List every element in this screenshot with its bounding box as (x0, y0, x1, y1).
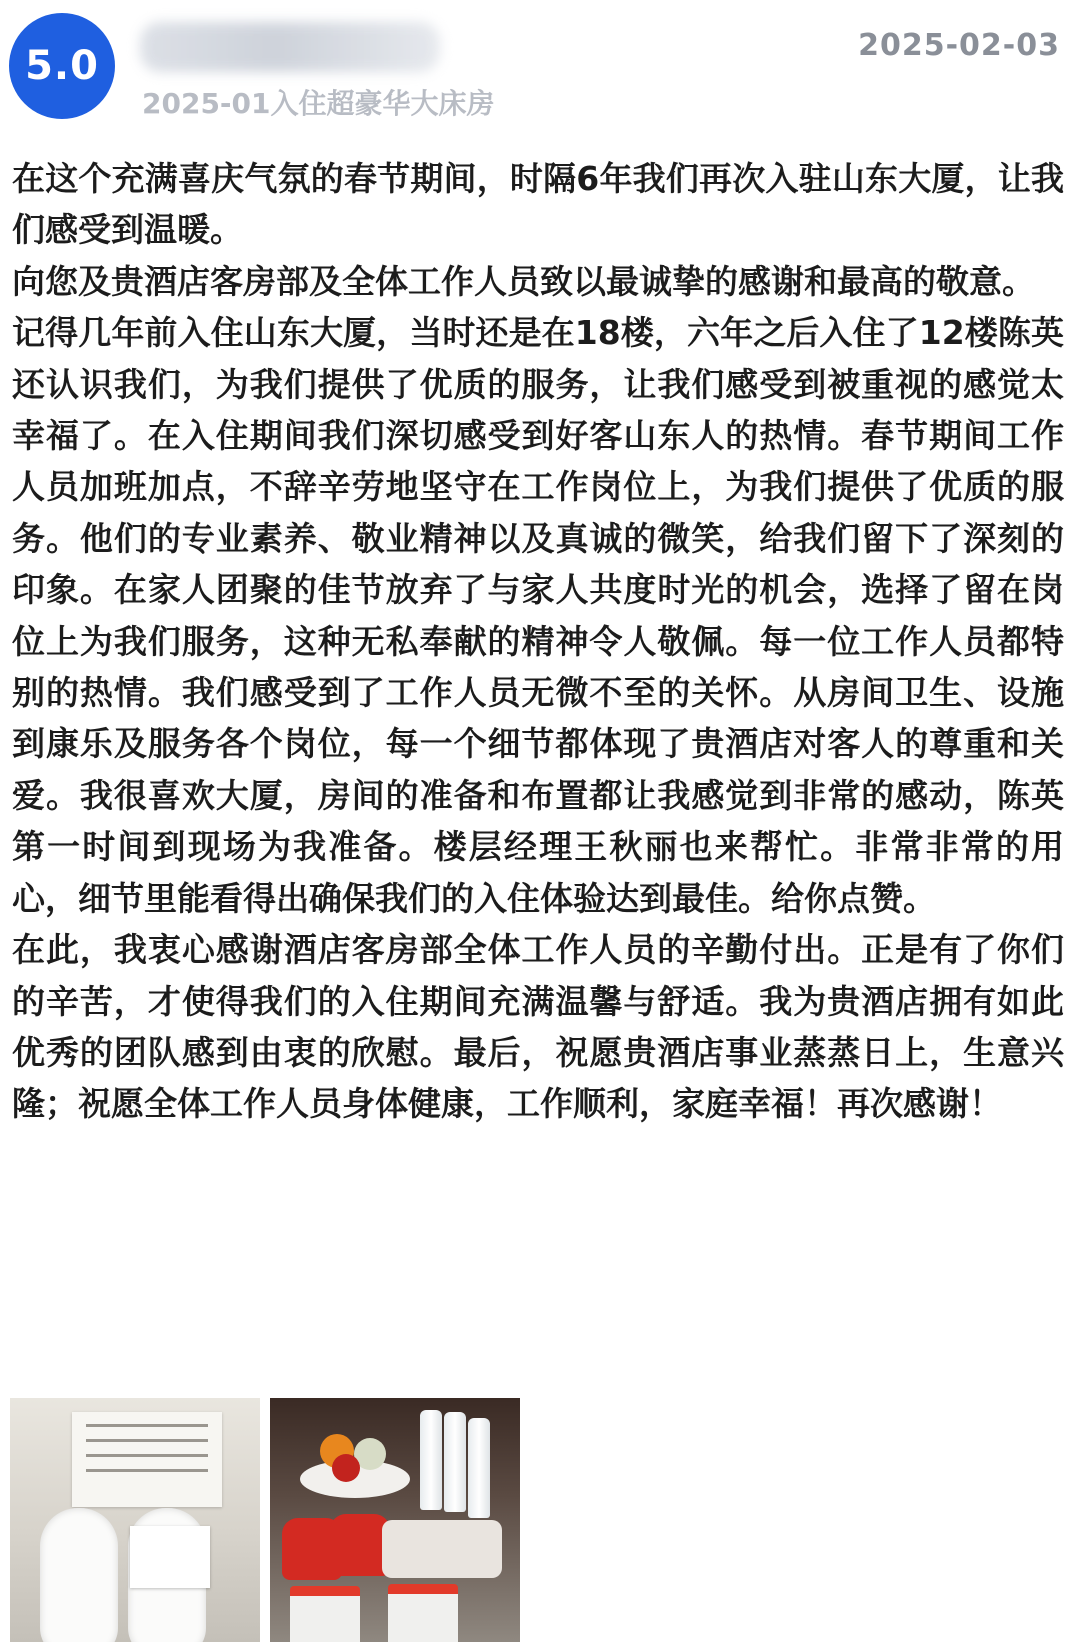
snack-bag-image (290, 1586, 360, 1642)
apple-image (332, 1454, 360, 1482)
blurred-username (140, 22, 440, 72)
review-paragraph: 在此，我衷心感谢酒店客房部全体工作人员的辛勤付出。正是有了你们的辛苦，才使得我们的入住期间充满温馨与舒适。我为贵酒店拥有如此优秀的团队感到由衷的欣慰。最后，祝愿贵酒店事业蒸蒸日上，生意兴隆；祝愿全体工作人员身体健康，工作顺利，家庭幸福！再次感谢！ (12, 930, 1064, 1124)
review-photo-fruit-snacks[interactable] (270, 1398, 520, 1642)
water-bottle-image (420, 1410, 442, 1510)
review-photo-slippers[interactable] (10, 1398, 260, 1642)
review-paragraph: 向您及贵酒店客房部及全体工作人员致以最诚挚的感谢和最高的敬意。 (12, 261, 1035, 301)
water-bottle-image (468, 1418, 490, 1518)
handwritten-card-image (130, 1526, 210, 1588)
stay-info: 2025-01入住超豪华大床房 (142, 87, 495, 120)
review-header (0, 0, 1080, 140)
slipper-image (40, 1508, 118, 1642)
review-text (12, 153, 1064, 1130)
score-badge: 5.0 (9, 13, 115, 119)
candy-plate-image (382, 1520, 502, 1578)
review-photos (10, 1398, 520, 1642)
snack-bag-image (388, 1584, 458, 1642)
review-paragraph: 记得几年前入住山东大厦，当时还是在18楼，六年之后入住了12楼陈英还认识我们，为我们提供了优质的服务，让我们感受到被重视的感觉太幸福了。在入住期间我们深切感受到好客山东人的热情。春节期间工作人员加班加点，不辞辛劳地坚守在工作岗位上，为我们提供了优质的服务。他们的专业素养、敬业精神以及真诚的微笑，给我们留下了深刻的印象。在家人团聚的佳节放弃了与家人共度时光的机会，选择了留在岗位上为我们服务，这种无私奉献的精神令人敬佩。每一位工作人员都特别的热情。我们感受到了工作人员无微不至的关怀。从房间卫生、设施到康乐及服务各个岗位，每一个细节都体现了贵酒店对客人的尊重和关爱。我很喜欢大厦，房间的准备和布置都让我感觉到非常的感动，陈英第一时间到现场为我准备。楼层经理王秋丽也来帮忙。非常非常的用心，细节里能看得出确保我们的入住体验达到最佳。给你点赞。 (12, 313, 1064, 918)
red-pouch-image (330, 1514, 390, 1576)
review-paragraph: 在这个充满喜庆气氛的春节期间，时隔6年我们再次入驻山东大厦，让我们感受到温暖。 (12, 159, 1064, 250)
water-bottle-image (444, 1412, 466, 1512)
welcome-note-image (72, 1412, 222, 1507)
review-date: 2025-02-03 (858, 28, 1060, 63)
